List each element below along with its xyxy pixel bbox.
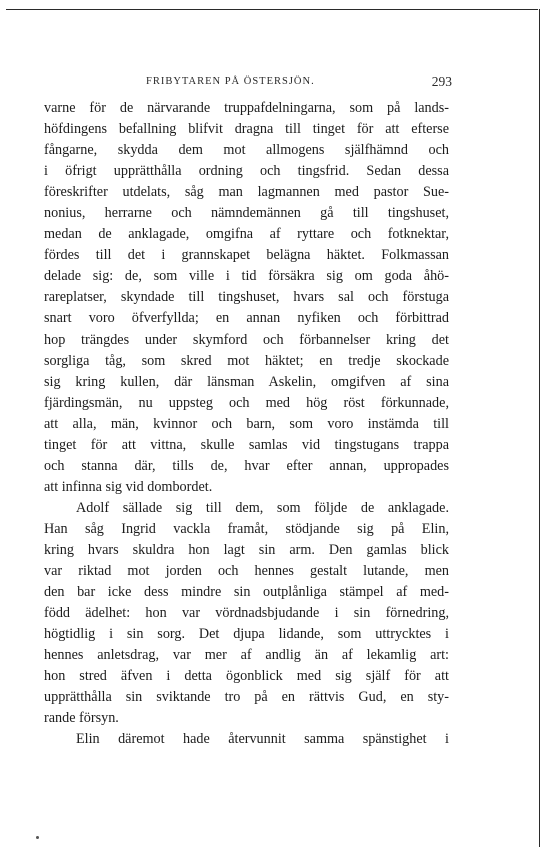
print-speck [36, 836, 39, 839]
text-line: rareplatser, skyndade till tingshuset, hvars sal och förstuga [44, 289, 449, 306]
text-line: tinget för att vittna, skulle samlas vid tingstugans trappa [44, 436, 449, 453]
text-line: och stanna där, tills de, hvar efter annan, uppropades [44, 457, 449, 474]
text-line: Adolf sällade sig till dem, som följde de anklagade. [76, 499, 449, 516]
text-line: föreskrifter utdelats, såg man lagmannen med pastor Sue- [44, 184, 449, 201]
text-line: upprätthålla sin sviktande tro på en rättvis Gud, en sty- [44, 689, 449, 706]
page-right-border [539, 9, 540, 847]
text-line: högtidlig i sin sorg. Det djupa lidande, som uttrycktes i [44, 626, 449, 643]
text-line: höfdingens befallning blifvit dragna till tinget för att efterse [44, 121, 449, 138]
text-line: den bar icke dess mindre sin outplånliga stämpel af med- [44, 584, 449, 601]
text-line: delade sig: de, som ville i tid försäkra sig om goda åhö- [44, 268, 449, 285]
text-line: nonius, herrarne och nämndemännen gå till tingshuset, [44, 205, 449, 222]
running-header [44, 76, 454, 92]
text-line: att infinna sig vid dombordet. [44, 478, 213, 495]
text-line: medan de anklagade, omgifna af ryttare och fotknektar, [44, 226, 449, 243]
text-line: i öfrigt upprätthålla ordning och tingsfrid. Sedan dessa [44, 163, 449, 180]
text-line: fördes till det i grannskapet belägna häktet. Folkmassan [44, 247, 449, 264]
body-text [44, 98, 449, 750]
text-line: rande försyn. [44, 710, 119, 727]
text-line: Elin däremot hade återvunnit samma spänstighet i [76, 731, 449, 748]
text-line: född ädelhet: hon var vördnadsbjudande i sin förnedring, [44, 605, 449, 622]
text-line: sorgliga tåg, som skred mot häktet; en tredje skockade [44, 352, 449, 369]
page-number: 293 [431, 74, 452, 89]
text-line: hop trängdes under skymford och förbannelser kring det [44, 331, 449, 348]
text-line: fångarne, skydda dem mot allmogens själfhämnd och [44, 142, 449, 159]
text-line: var riktad mot jorden och hennes gestalt lutande, men [44, 563, 449, 580]
text-line: fjärdingsmän, nu uppsteg och med hög röst förkunnade, [44, 394, 449, 411]
text-line: varne för de närvarande truppafdelningarna, som på lands- [44, 100, 449, 116]
text-line: snart voro öfverfyllda; en annan nyfiken och förbittrad [44, 310, 449, 327]
text-line: kring hvars skuldra hon lagt sin arm. Den gamlas blick [44, 541, 449, 558]
text-line: att alla, män, kvinnor och barn, som voro instämda till [44, 415, 449, 432]
running-title: FRIBYTAREN PÅ ÖSTERSJÖN. [146, 76, 315, 87]
text-line: hon stred äfven i detta ögonblick med sig själf för att [44, 668, 449, 685]
text-line: Han såg Ingrid vackla framåt, stödjande sig på Elin, [44, 520, 449, 537]
page-top-border [6, 9, 538, 10]
text-line: hennes anletsdrag, var mer af andlig än af lekamlig art: [44, 647, 449, 664]
text-line: sig kring kullen, där länsman Askelin, omgifven af sina [44, 373, 449, 390]
